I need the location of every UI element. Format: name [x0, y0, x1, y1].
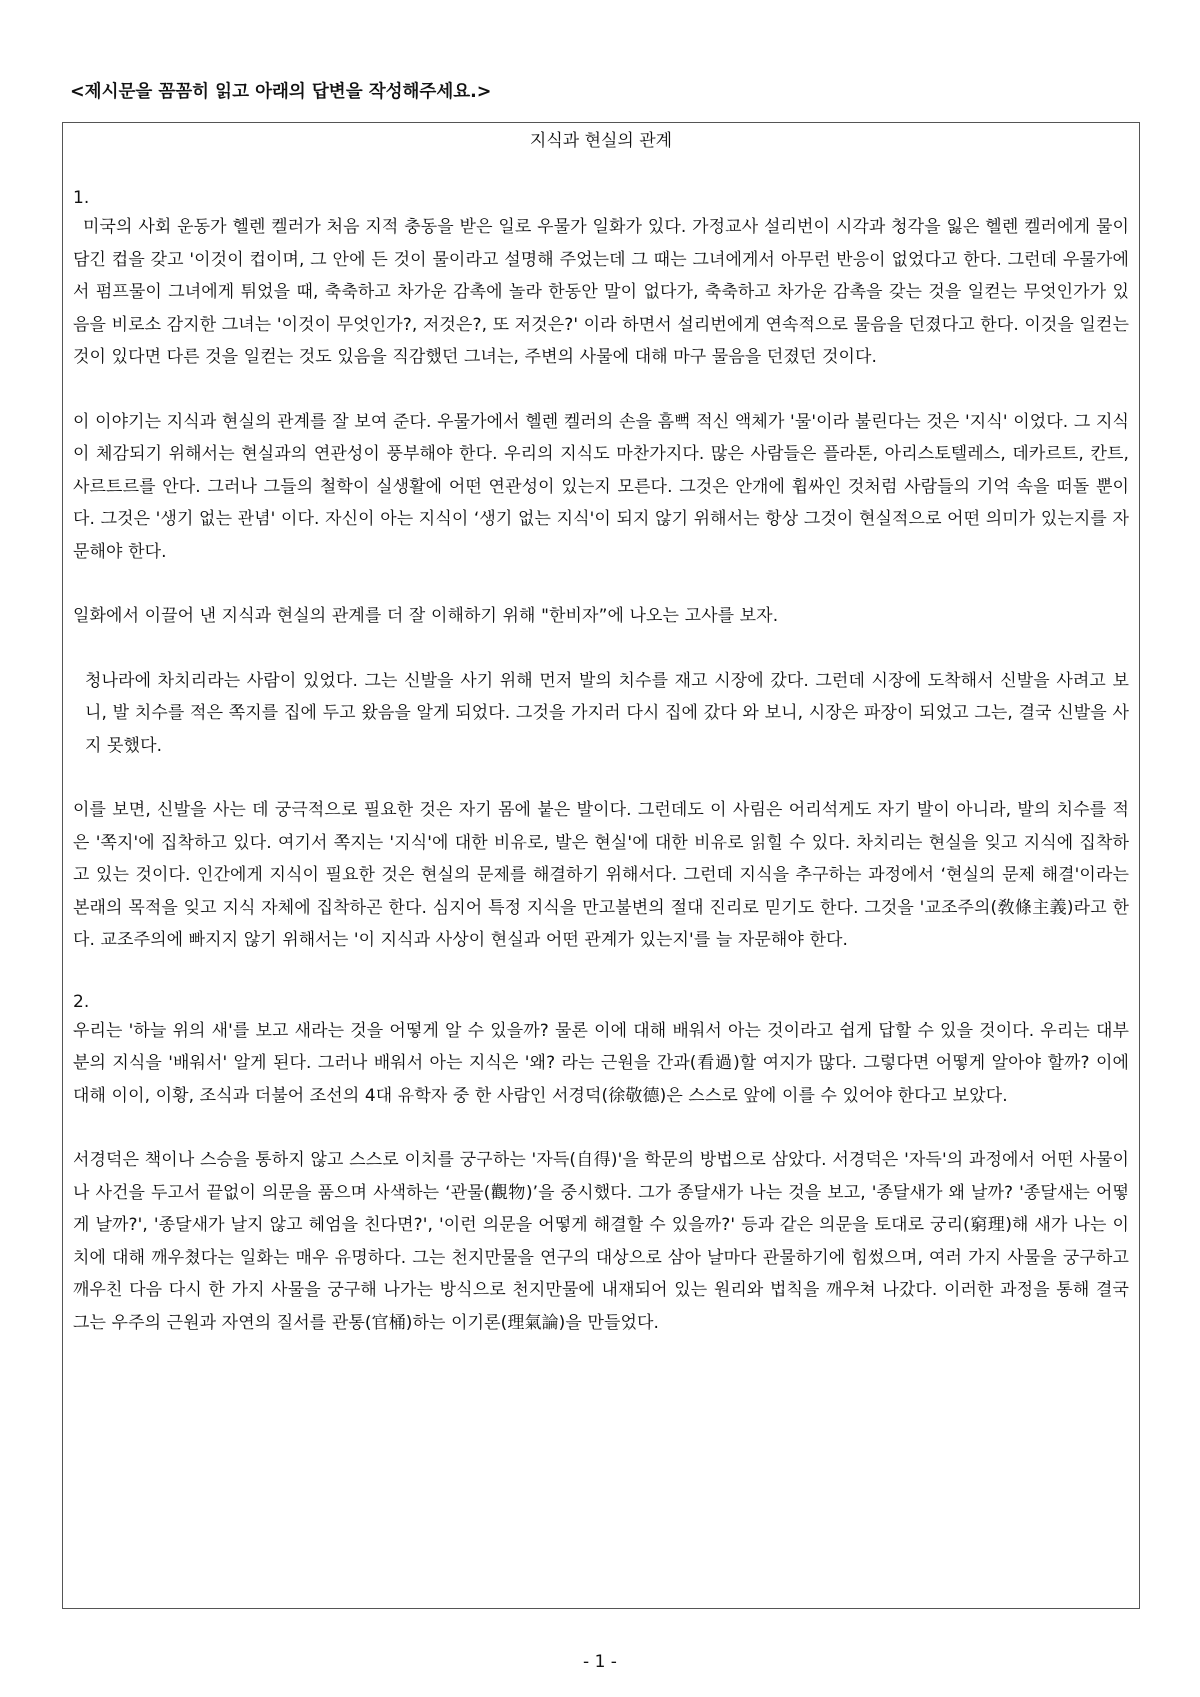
section-1-quoted-story: 청나라에 차치리라는 사람이 있었다. 그는 신발을 사기 위해 먼저 발의 치수를 재고 시장에 갔다. 그런데 시장에 도착해서 신발을 사려고 보니, 발 치수를 적은 쪽지를 집에 두고 왔음을 알게 되었다. 그것을 가지러 다시 집에 갔다 와 보니, 시장은 파장이 되었고 그는, 결국 신발을 사지 못했다.: [85, 670, 1129, 756]
section-2-paragraph-1: 우리는 '하늘 위의 새'를 보고 새라는 것을 어떻게 알 수 있을까? 물론 이에 대해 배워서 아는 것이라고 쉽게 답할 수 있을 것이다. 우리는 대부분의 지식을 '배워서' 알게 된다. 그러나 배워서 아는 지식은 '왜? 라는 근원을 간과(看過)할 여지가 많다. 그렇다면 어떻게 알아야 할까? 이에 대해 이이, 이황, 조식과 더불어 조선의 4대 유학자 중 한 사람인 서경덕(徐敬德)은 스스로 앞에 이를 수 있어야 한다고 보았다.: [73, 1020, 1129, 1106]
section-1-paragraph-2: 이 이야기는 지식과 현실의 관계를 잘 보여 준다. 우물가에서 헬렌 켈러의 손을 흠뻑 적신 액체가 '물'이라 불린다는 것은 '지식' 이었다. 그 지식이 체감되기 위해서는 현실과의 연관성이 풍부해야 한다. 우리의 지식도 마찬가지다. 많은 사람들은 플라톤, 아리스토텔레스, 데카르트, 칸트, 사르트르를 안다. 그러나 그들의 철학이 실생활에 어떤 연관성이 있는지 모른다. 그것은 안개에 휩싸인 것처럼 사람들의 기억 속을 떠돌 뿐이다. 그것은 '생기 없는 관념' 이다. 자신이 아는 지식이 ‘생기 없는 지식'이 되지 않기 위해서는 항상 그것이 현실적으로 어떤 의미가 있는지를 자문해야 한다.: [73, 411, 1129, 562]
section-1-paragraph-3: 일화에서 이끌어 낸 지식과 현실의 관계를 더 잘 이해하기 위해 "한비자”에 나오는 고사를 보자.: [73, 606, 779, 626]
page-number: - 1 -: [583, 1652, 617, 1672]
section-number-2: 2.: [73, 991, 90, 1012]
section-2-paragraph-2: 서경덕은 책이나 스승을 통하지 않고 스스로 이치를 궁구하는 '자득(自得)'을 학문의 방법으로 삼았다. 서경덕은 '자득'의 과정에서 어떤 사물이나 사건을 두고서 끝없이 의문을 품으며 사색하는 ‘관물(觀物)’을 중시했다. 그가 종달새가 나는 것을 보고, '종달새가 왜 날까? '종달새는 어떻게 날까?', '종달새가 날지 않고 헤엄을 친다면?', '이런 의문을 어떻게 해결할 수 있을까?' 등과 같은 의문을 토대로 궁리(窮理)해 새가 나는 이치에 대해 깨우쳤다는 일화는 매우 유명하다. 그는 천지만물을 연구의 대상으로 삼아 날마다 관물하기에 힘썼으며, 여러 가지 사물을 궁구하고 깨우친 다음 다시 한 가지 사물을 궁구해 나가는 방식으로 천지만물에 내재되어 있는 원리와 법칙을 깨우쳐 나갔다. 이러한 과정을 통해 결국 그는 우주의 근원과 자연의 질서를 관통(官桶)하는 이기론(理氣論)을 만들었다.: [73, 1150, 1129, 1333]
instruction-heading: <제시문을 꼼꼼히 읽고 아래의 답변을 작성해주세요.>: [70, 82, 492, 102]
passage-title: 지식과 현실의 관계: [529, 131, 673, 151]
section-1-paragraph-5: 이를 보면, 신발을 사는 데 궁극적으로 필요한 것은 자기 몸에 붙은 발이다. 그런데도 이 사림은 어리석게도 자기 발이 아니라, 발의 치수를 적은 '쪽지'에 집착하고 있다. 여기서 쪽지는 '지식'에 대한 비유로, 발은 현실'에 대한 비유로 읽힐 수 있다. 차치리는 현실을 잊고 지식에 집착하고 있는 것이다. 인간에게 지식이 필요한 것은 현실의 문제를 해결하기 위해서다. 그런데 지식을 추구하는 과정에서 ‘현실의 문제 해결'이라는 본래의 목적을 잊고 지식 자체에 집착하곤 한다. 심지어 특정 지식을 만고불변의 절대 진리로 믿기도 한다. 그것을 '교조주의(敎條主義)라고 한다. 교조주의에 빠지지 않기 위해서는 '이 지식과 사상이 현실과 어떤 관계가 있는지'를 늘 자문해야 한다.: [73, 800, 1129, 950]
section-number-1: 1.: [73, 188, 90, 208]
passage-box: [62, 122, 1140, 1609]
section-1-paragraph-1: 미국의 사회 운동가 헬렌 켈러가 처음 지적 충동을 받은 일로 우물가 일화가 있다. 가정교사 설리번이 시각과 청각을 잃은 헬렌 켈러에게 물이 담긴 컵을 갖고 '이것이 컵이며, 그 안에 든 것이 물이라고 설명해 주었는데 그 때는 그녀에게서 아무런 반응이 없었다고 한다. 그런데 우물가에서 펌프물이 그녀에게 튀었을 때, 축축하고 차가운 감촉에 놀라 한동안 말이 없다가, 축축하고 차가운 감촉을 갖는 것을 일컫는 무엇인가가 있음을 비로소 감지한 그녀는 '이것이 무엇인가?, 저것은?, 또 저것은?' 이라 하면서 설리번에게 연속적으로 물음을 던졌다고 한다. 이것을 일컫는 것이 있다면 다른 것을 일컫는 것도 있음을 직감했던 그녀는, 주변의 사물에 대해 마구 물음을 던졌던 것이다.: [73, 217, 1129, 367]
